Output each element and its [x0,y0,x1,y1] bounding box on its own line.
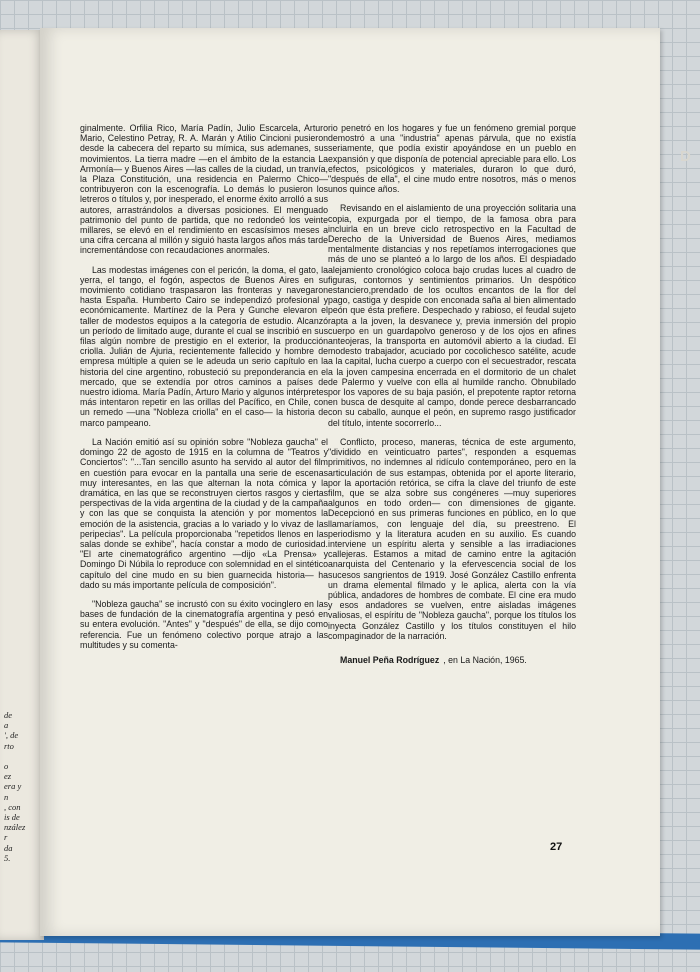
signature-source: , en La Nación, 1965. [443,654,527,665]
paragraph: Revisando en el aislamiento de una proyección solitaria una copia, expurgada por el tiempo, de la famosa obra para incluirla en un breve ciclo retrospectivo en la Facultad de Derecho de la Universidad de Buenos Aires, mediamos mentalmente distancias y nos repetíamos interrogaciones que más de uno se planteó a lo largo de los años. El despiadado alejamiento cronológico coloca bajo crudas luces al cuadro de figuras, contornos y sentimientos primarios. Un despótico estanciero,prendado de los ocultos encantos de la flor del pago, castiga y despide con enconada saña al bien alimentado peón que ésta prefiere. Despechado y rabioso, el feudal sujeto rapta a la joven, la desvanece y, previa inmersión del propio cuerpo en un guardapolvo generoso y de los ojos en afines anteojeras, la transporta en automóvil abierto a la ciudad. El modesto trabajador, acuciado por cocolichesco satélite, acude a la capital, lucha cuerpo a cuerpo con el secuestrador, rescata a la joven campesina encerrada en el dormitorio de un chalet de Palermo y vuelve con ella al humilde rancho. Obnubilado por los vapores de su baja pasión, el prepotente raptor retorna en busca de desquite al campo, donde perece desbarrancado con su caballo, aunque el peón, en supremo rasgo justificador del título, intente socorrerlo... [328,203,576,428]
paragraph: La Nación emitió así su opinión sobre "Nobleza gaucha" el domingo 22 de agosto de 1915 en la columna de "Teatros y Conciertos": "...Tan sencillo asunto ha servido al autor del film en cuestión para evocar en la pantalla una serie de escenas muy interesantes, en las que alternan la nota cómica y la dramática, en las que se reconstruyen ciertos rasgos y ciertas perspectivas de la vida argentina de la ciudad y de la campaña y con las que se conquista la atención y por momentos la emoción de la asistencia, gracias a lo variado y lo vivaz de las peripecias". La película proporcionaba "repetidos llenos en las salas donde se exhibe", hacía constar a modo de curiosidad. "El arte cinematográfico argentino —dijo «La Prensa» y Domingo Di Núbila lo reproduce con solemnidad en el sintético capítulo del cine mudo en su bien guarnecida historia— ha dado su más importante película de composición". [80,436,328,590]
paragraph: ginalmente. Orfilia Rico, María Padín, Julio Escarcela, Arturo Mario, Celestino Petray, R. A. Marán y Atilio Cincioni pusieron desde la cabecera del reparto su mímica, sus ademanes, sus movimientos. La tierra madre —en el ámbito de la estancia La Armonía— y Buenos Aires —las calles de la ciudad, un tranvía, la Plaza Constitución, una residencia en Palermo Chico— contribuyeron con la escenografía. Lo demás lo pusieron los letreros o títulos y, por inesperado, el enorme éxito arrolló a sus autores, arrastrándolos a diversas posiciones. El menguado patrimonio del punto de partida, que no redondeó los veinte millares, se elevó en el rendimiento en escasísimos meses a una cifra cercana al millón y siguió hasta largos años más tarde incrementándose con recaudaciones anormales. [80,123,328,256]
paragraph: "Nobleza gaucha" se incrustó con su éxito vocinglero en las bases de fundación de la cinematografía argentina y pesó en su entera evolución. "Antes" y "después" de ella, se dijo como referencia. Fue un fenómeno colectivo porque atrajo a las multitudes y su comenta- [80,598,328,650]
signature-author: Manuel Peña Rodríguez [340,654,440,665]
facing-page-text-fragment: de a ', de rto o ez era y n , con is de nzález r da 5. [4,710,26,863]
paragraph: Conflicto, proceso, maneras, técnica de este argumento, "dividido en veinticuatro partes", responden a esquemas primitivos, no indemnes al ridículo contemporáneo, pero en la articulación de sus estampas, obtenida por el aporte literario, por la aportación retórica, se cifra la clave del triunfo de este film, que se alza sobre sus congéneres —muy superiores algunos en todo orden— con dimensiones de gigante. Decepcionó en sus primeras funciones en público, en lo que llamaríamos, con lenguaje del día, su preestreno. El periodismo y la literatura acuden en su auxilio. Es cuando interviene un espíritu alerta y sensible a las irradiaciones callejeras. Estamos a mitad de camino entre la agitación anarquista del Centenario y la efervescencia social de los sucesos sangrientos de 1919. José González Castillo enfrenta un drama elemental filmado y le aplica, alerta con la vía pública, andadores de hombres de combate. El cine era mudo y esos andadores se vuelven, entre aisladas imágenes valiosas, el espíritu de "Nobleza gaucha", porque los títulos los inyecta González Castillo y los títulos constituyen el hilo compaginador de la narración. [328,436,576,641]
paragraph: Las modestas imágenes con el pericón, la doma, el gato, la yerra, el tango, el fogón, aspectos de Buenos Aires en su movimiento cotidiano traspasaron las fronteras y navegaron hasta España. Humberto Cairo se independizó profesional y económicamente. Martínez de la Pera y Gunche elevaron el taller de modestos equipos a la categoría de estudio. Alcanzó un período de limitado auge, durante el cual se inscribió en sus filas algún nombre de prestigio en el exterior, la producción criolla. Julián de Ajuria, recientemente fallecido y hombre de empresa múltiple a quien se le adeuda un serio capítulo en la historia del cine argentino, robusteció su preponderancia en el mercado, que se extendía por otros caminos a países de nuestro idioma. María Padín, Arturo Mario y algunos intérpretes más intentaron repetir en las orillas del Pacífico, en Chile, con un remedo —una "Nobleza criolla" en el caso— la historia de marco pampeano. [80,264,328,428]
page-number: 27 [550,841,563,853]
left-text-column [80,123,328,659]
show-through-letter: D [680,148,691,165]
facing-page [0,30,44,940]
signature-line [328,655,576,665]
right-text-column [328,123,576,674]
paragraph: rio penetró en los hogares y fue un fenómeno gremial porque demostró a una "industria" apenas párvula, que no existía seriamente, que podía existir apoyándose en un pueblo en expansión y que disponía de potencial apreciable para ello. Los efectos, psicológicos y materiales, duraron lo que duró, "después de ella", el cine mudo entre nosotros, más o menos unos quince años. [328,123,576,195]
